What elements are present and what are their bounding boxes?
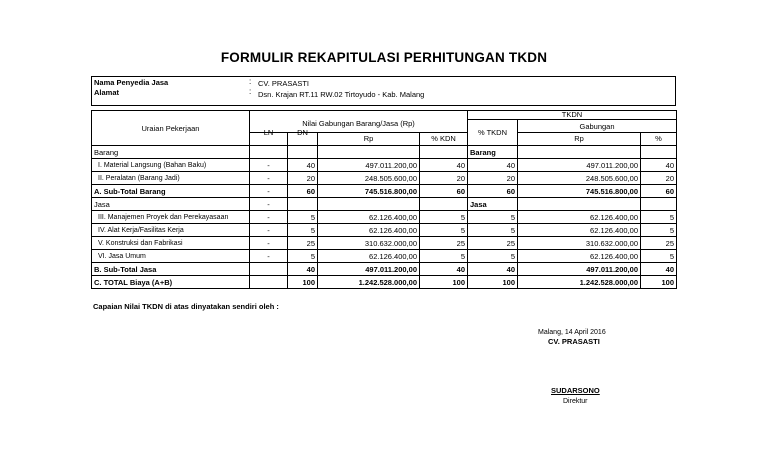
cell-grp: 497.011.200,00 xyxy=(518,263,641,276)
table-row xyxy=(92,250,677,263)
cell-pct: 60 xyxy=(641,185,677,198)
signature-company: CV. PRASASTI xyxy=(548,337,600,346)
cell-tkdn: 5 xyxy=(468,211,518,224)
row-label: II. Peralatan (Barang Jadi) xyxy=(92,172,250,185)
header-tkdn: TKDN xyxy=(468,111,677,120)
cell-pct: 5 xyxy=(641,250,677,263)
cell-tkdn: 5 xyxy=(468,224,518,237)
cell-rp: 62.126.400,00 xyxy=(318,250,420,263)
table-row xyxy=(92,146,677,159)
cell-kdn: 25 xyxy=(420,237,468,250)
cell-tkdn: 60 xyxy=(468,185,518,198)
cell-pct: 40 xyxy=(641,263,677,276)
header-nilai-gabungan: Nilai Gabungan Barang/Jasa (Rp) xyxy=(250,111,468,133)
table-row xyxy=(92,172,677,185)
cell-kdn: 100 xyxy=(420,276,468,289)
cell-tkdn: 100 xyxy=(468,276,518,289)
cell-grp: 62.126.400,00 xyxy=(518,250,641,263)
row-label: IV. Alat Kerja/Fasilitas Kerja xyxy=(92,224,250,237)
form-title: FORMULIR REKAPITULASI PERHITUNGAN TKDN xyxy=(220,50,548,65)
cell-kdn: 5 xyxy=(420,211,468,224)
header-pct-kdn: % KDN xyxy=(420,133,468,146)
section-jasa-right: Jasa xyxy=(468,198,518,211)
table-row xyxy=(92,198,677,211)
cell-tkdn: 40 xyxy=(468,159,518,172)
cell-grp: 62.126.400,00 xyxy=(518,211,641,224)
cell-rp: 248.505.600,00 xyxy=(318,172,420,185)
cell-pct: 5 xyxy=(641,211,677,224)
cell-tkdn: 5 xyxy=(468,250,518,263)
cell-ln: - xyxy=(250,198,288,211)
provider-name-value: CV. PRASASTI xyxy=(258,79,309,88)
cell-grp: 310.632.000,00 xyxy=(518,237,641,250)
cell-pct: 25 xyxy=(641,237,677,250)
cell-pct: 40 xyxy=(641,159,677,172)
provider-info-box xyxy=(91,76,676,106)
cell-dn: 5 xyxy=(288,250,318,263)
section-barang: Barang xyxy=(92,146,250,159)
table-row xyxy=(92,211,677,224)
cell-pct: 5 xyxy=(641,224,677,237)
header-uraian: Uraian Pekerjaan xyxy=(92,111,250,146)
cell-dn: 5 xyxy=(288,224,318,237)
cell-ln: - xyxy=(250,211,288,224)
header-rp-gabungan: Rp xyxy=(518,133,641,146)
cell-grp: 497.011.200,00 xyxy=(518,159,641,172)
header-dn: DN xyxy=(288,126,318,139)
row-label: V. Konstruksi dan Fabrikasi xyxy=(92,237,250,250)
row-label: A. Sub-Total Barang xyxy=(92,185,250,198)
table-row xyxy=(92,276,677,289)
cell-tkdn: 40 xyxy=(468,263,518,276)
cell-ln: - xyxy=(250,237,288,250)
cell-grp: 745.516.800,00 xyxy=(518,185,641,198)
cell-kdn: 40 xyxy=(420,159,468,172)
cell-rp: 62.126.400,00 xyxy=(318,224,420,237)
cell-tkdn: 20 xyxy=(468,172,518,185)
cell-grp: 62.126.400,00 xyxy=(518,224,641,237)
cell-ln: - xyxy=(250,250,288,263)
header-ln: LN xyxy=(250,126,288,139)
place-date: Malang, 14 April 2016 xyxy=(538,329,606,336)
table-row xyxy=(92,159,677,172)
row-label: III. Manajemen Proyek dan Perekayasaan xyxy=(92,211,250,224)
table-row xyxy=(92,237,677,250)
cell-kdn: 20 xyxy=(420,172,468,185)
address-label: Alamat xyxy=(94,88,120,97)
declaration-note: Capaian Nilai TKDN di atas dinyatakan sendiri oleh : xyxy=(93,302,279,311)
cell-ln xyxy=(250,276,288,289)
row-label: I. Material Langsung (Bahan Baku) xyxy=(92,159,250,172)
table-row xyxy=(92,263,677,276)
cell-rp: 310.632.000,00 xyxy=(318,237,420,250)
provider-name-label: Nama Penyedia Jasa xyxy=(94,78,169,87)
cell-dn: 40 xyxy=(288,263,318,276)
cell-kdn: 60 xyxy=(420,185,468,198)
cell-rp: 62.126.400,00 xyxy=(318,211,420,224)
cell-kdn: 5 xyxy=(420,250,468,263)
cell-dn: 25 xyxy=(288,237,318,250)
cell-dn: 5 xyxy=(288,211,318,224)
cell-grp: 1.242.528.000,00 xyxy=(518,276,641,289)
header-gabungan: Gabungan xyxy=(518,120,677,133)
cell-rp: 745.516.800,00 xyxy=(318,185,420,198)
cell-kdn: 40 xyxy=(420,263,468,276)
cell-dn: 60 xyxy=(288,185,318,198)
cell-ln: - xyxy=(250,172,288,185)
cell-rp: 497.011.200,00 xyxy=(318,263,420,276)
row-label: VI. Jasa Umum xyxy=(92,250,250,263)
cell-ln: - xyxy=(250,185,288,198)
cell-dn: 20 xyxy=(288,172,318,185)
row-label: B. Sub-Total Jasa xyxy=(92,263,250,276)
provider-name-colon: : xyxy=(249,77,252,86)
cell-rp: 497.011.200,00 xyxy=(318,159,420,172)
cell-tkdn: 25 xyxy=(468,237,518,250)
cell-kdn: 5 xyxy=(420,224,468,237)
cell-pct: 20 xyxy=(641,172,677,185)
section-jasa: Jasa xyxy=(92,198,250,211)
signer-name: SUDARSONO xyxy=(551,386,600,395)
cell-ln: - xyxy=(250,159,288,172)
header-pct-tkdn: % TKDN xyxy=(468,120,518,146)
section-barang-right: Barang xyxy=(468,146,518,159)
header-rp: Rp xyxy=(318,133,420,146)
header-pct: % xyxy=(641,133,677,146)
signer-position: Direktur xyxy=(563,398,588,405)
cell-grp: 248.505.600,00 xyxy=(518,172,641,185)
cell-ln xyxy=(250,263,288,276)
row-label: C. TOTAL Biaya (A+B) xyxy=(92,276,250,289)
table-row xyxy=(92,224,677,237)
recap-table xyxy=(91,110,677,289)
cell-dn: 40 xyxy=(288,159,318,172)
cell-pct: 100 xyxy=(641,276,677,289)
cell-rp: 1.242.528.000,00 xyxy=(318,276,420,289)
address-value: Dsn. Krajan RT.11 RW.02 Tirtoyudo - Kab. Malang xyxy=(258,90,425,99)
table-row xyxy=(92,185,677,198)
cell-ln: - xyxy=(250,224,288,237)
address-colon: : xyxy=(249,87,252,96)
cell-dn: 100 xyxy=(288,276,318,289)
